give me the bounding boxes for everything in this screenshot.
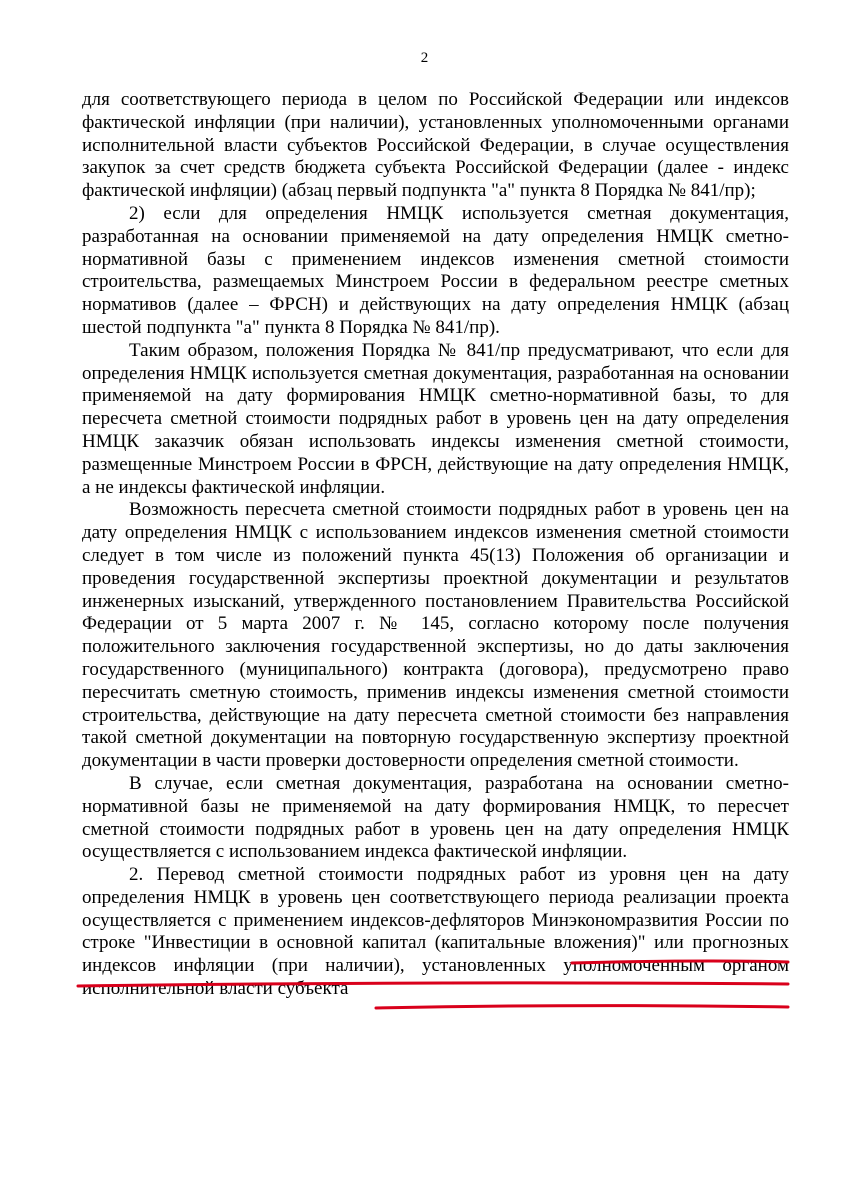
paragraph-item-2: 2) если для определения НМЦК используется сметная документация, разработанная на основании применяемой на дату определения НМЦК сметно-нормативной базы с применением индексов изменения сметной стоимости строительства, размещаемых Минстроем России в федеральном реестре сметных нормативов (далее – ФРСН) и действующих на дату определения НМЦК (абзац шестой подпункта "а" пункта 8 Порядка № 841/пр). bbox=[82, 202, 789, 338]
red-underline-line-3 bbox=[376, 1006, 788, 1008]
paragraph-recalculation-possibility: Возможность пересчета сметной стоимости подрядных работ в уровень цен на дату определения НМЦК с использованием индексов изменения сметной стоимости следует в том числе из положений пункта 45(13) Положения об организации и проведения государственной экспертизы проектной документации и результатов инженерных изысканий, утвержденного постановлением Правительства Российской Федерации от 5 марта 2007 г. № 145, согласно которому после получения положительного заключения государственной экспертизы, но до даты заключения государственного (муниципального) контракта (договора), предусмотрено право пересчитать сметную стоимость, применив индексы изменения сметной стоимости строительства, действующие на дату пересчета сметной стоимости без направления такой сметной документации на повторную государственную экспертизу проектной документации в части проверки достоверности определения сметной стоимости. bbox=[82, 499, 789, 772]
paragraph-conclusion: Таким образом, положения Порядка № 841/пр предусматривают, что если для определения НМЦК используется сметная документация, разработанная на основании применяемой на дату формирования НМЦК сметно-нормативной базы, то для пересчета сметной стоимости подрядных работ в уровень цен на дату определения НМЦК заказчик обязан использовать индексы изменения сметной стоимости, размещенные Минстроем России в ФРСН, действующие на дату определения НМЦК, а не индексы фактической инфляции. bbox=[82, 339, 789, 498]
paragraph-continuation: для соответствующего периода в целом по Российской Федерации или индексов фактической инфляции (при наличии), установленных уполномоченными органами исполнительной власти субъектов Российской Федерации, в случае осуществления закупок за счет средств бюджета субъекта Российской Федерации (далее - индекс фактической инфляции) (абзац первый подпункта "а" пункта 8 Порядка № 841/пр); bbox=[82, 89, 789, 202]
document-body bbox=[82, 89, 789, 1001]
paragraph-section-2: 2. Перевод сметной стоимости подрядных работ из уровня цен на дату определения НМЦК в уровень цен соответствующего периода реализации проекта осуществляется с применением индексов-дефляторов Минэкономразвития России по строке "Инвестиции в основной капитал (капитальные вложения)" или прогнозных индексов инфляции (при наличии), установленных уполномоченным органом исполнительной власти субъекта bbox=[82, 864, 789, 1000]
paragraph-inflation-case: В случае, если сметная документация, разработана на основании сметно-нормативной базы не применяемой на дату формирования НМЦК, то пересчет сметной стоимости подрядных работ в уровень цен на дату определения НМЦК осуществляется с использованием индекса фактической инфляции. bbox=[82, 772, 789, 863]
page-number: 2 bbox=[420, 50, 429, 66]
